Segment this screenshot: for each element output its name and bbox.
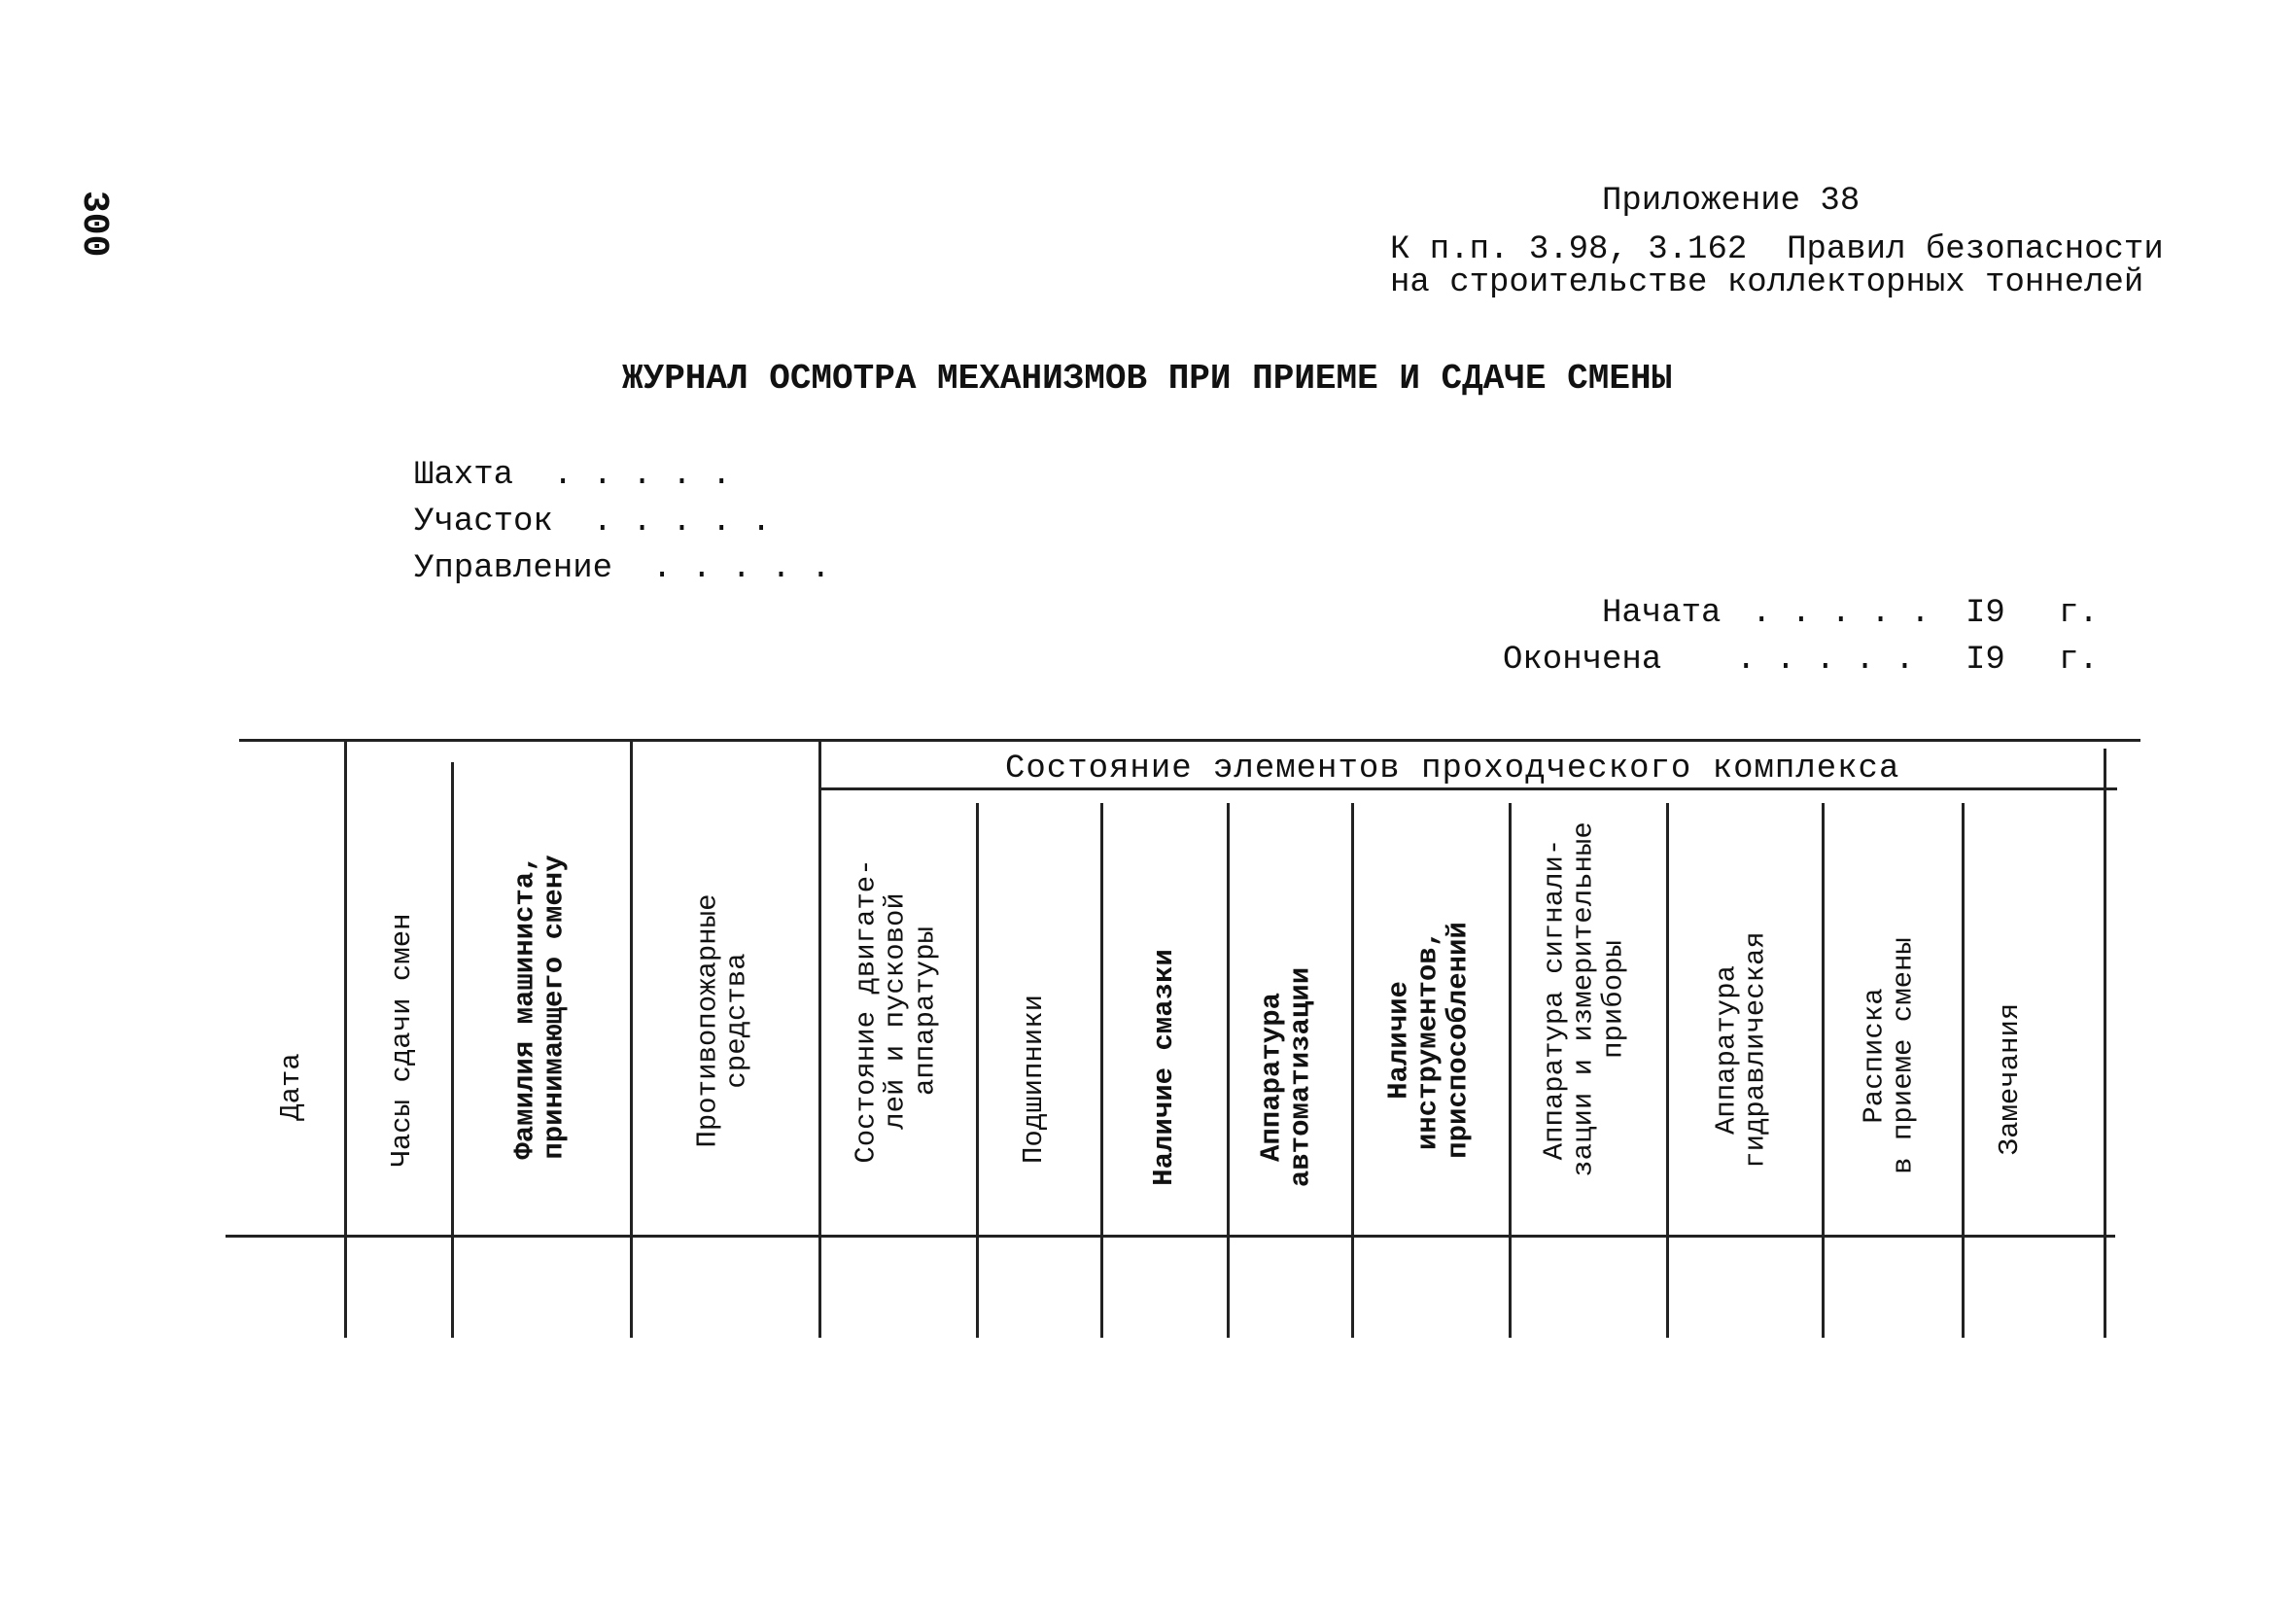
column-divider <box>1822 803 1825 1338</box>
started-label: Начата <box>1602 595 1722 632</box>
column-header-tools: Наличие инструментов, приспособлений <box>1382 922 1475 1159</box>
column-divider <box>451 762 454 1338</box>
column-header-motor-condition: Состояние двигате- лей и пусковой аппаратуры <box>850 858 942 1164</box>
ended-year-suffix: г. <box>2059 642 2099 679</box>
column-header-receipt-signature: Расписка в приеме смены <box>1858 937 1920 1174</box>
group-header-divider <box>818 787 2117 790</box>
column-divider <box>344 739 347 1338</box>
column-header-bearings: Подшипники <box>1017 994 1050 1165</box>
group-header: Состояние элементов проходческого комплекса <box>1005 751 1900 787</box>
shaft-field: Шахта . . . . . <box>414 457 732 494</box>
column-header-remarks: Замечания <box>1993 1002 2026 1156</box>
column-divider <box>1351 803 1354 1338</box>
page-number: 300 <box>73 191 115 258</box>
section-field: Участок . . . . . <box>414 504 772 541</box>
column-header-date: Дата <box>274 1053 307 1121</box>
column-divider <box>1227 803 1230 1338</box>
column-header-automation: Аппаратура автоматизации <box>1255 966 1317 1188</box>
column-divider <box>630 739 633 1338</box>
appendix-reference-line1: К п.п. 3.98, 3.162 Правил безопасности <box>1390 231 2164 268</box>
column-header-lubrication: Наличие смазки <box>1147 949 1180 1186</box>
column-divider <box>818 739 821 1338</box>
header-bottom-border <box>226 1235 2115 1238</box>
management-field: Управление . . . . . <box>414 550 831 587</box>
ended-year-prefix: I9 <box>1966 642 2005 679</box>
column-divider <box>1962 803 1965 1338</box>
column-divider <box>2104 749 2106 1338</box>
column-divider <box>1100 803 1103 1338</box>
column-header-operator-name: Фамилия машиниста, принимающего смену <box>508 855 571 1160</box>
started-year-suffix: г. <box>2059 595 2099 632</box>
appendix-label: Приложение 38 <box>1602 183 1861 220</box>
column-header-signaling: Аппаратура сигнали- зации и измерительные приборы <box>1538 821 1630 1177</box>
column-divider <box>976 803 979 1338</box>
column-header-fire-equipment: Противопожарные средства <box>691 893 753 1148</box>
appendix-reference-line2: на строительстве коллекторных тоннелей <box>1390 264 2144 301</box>
column-divider <box>1509 803 1512 1338</box>
column-header-hydraulics: Аппаратура гидравлическая <box>1710 931 1772 1169</box>
started-dots: . . . . . <box>1752 595 1931 632</box>
column-header-handover-hours: Часы сдачи смен <box>385 913 418 1168</box>
ended-label: Окончена <box>1503 642 1662 679</box>
column-divider <box>1666 803 1669 1338</box>
table-top-border <box>239 739 2140 742</box>
document-title: ЖУРНАЛ ОСМОТРА МЕХАНИЗМОВ ПРИ ПРИЕМЕ И СДАЧЕ СМЕНЫ <box>622 359 1673 399</box>
started-year-prefix: I9 <box>1966 595 2005 632</box>
ended-dots: . . . . . <box>1736 642 1915 679</box>
